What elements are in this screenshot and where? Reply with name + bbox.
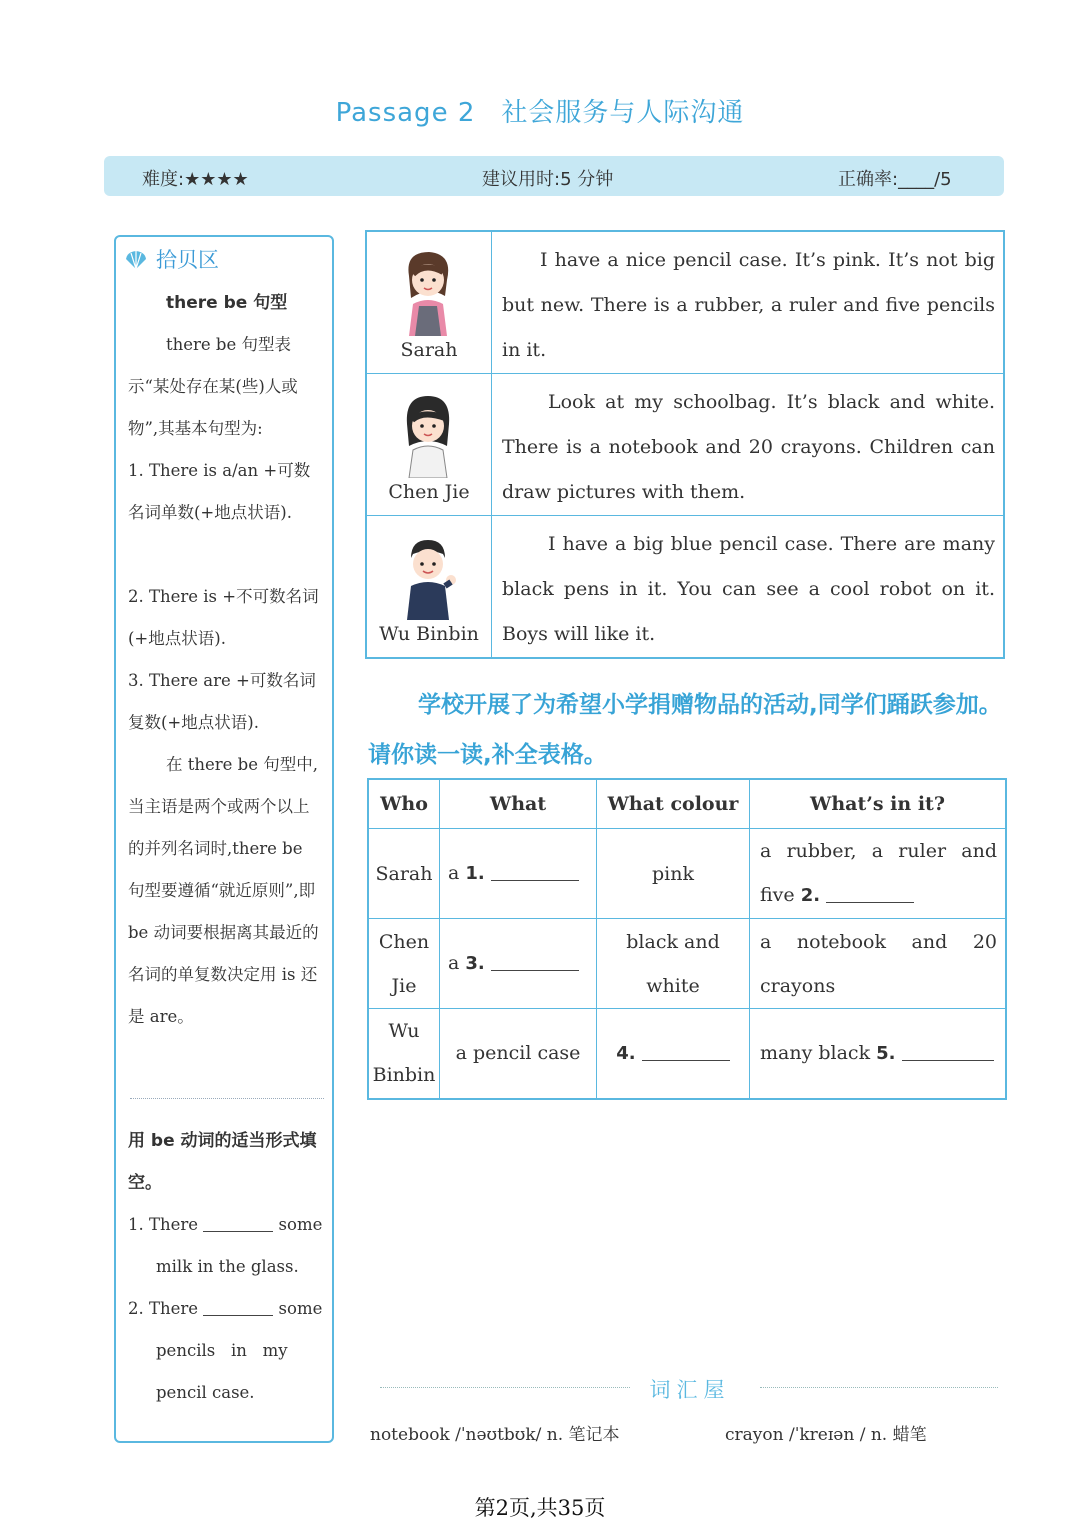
accuracy: 正确率:____/5: [838, 169, 952, 190]
shell-icon: [124, 250, 148, 270]
passage-label: Passage 2: [335, 98, 476, 128]
passage-text: I have a nice pencil case. It’s pink. It’s not big but new. There is a rubber, a ruler and five pencils in it.: [492, 231, 1005, 374]
cell-what: a pencil case: [440, 1009, 597, 1099]
answer-blank-3[interactable]: [491, 949, 579, 971]
cell-contents: a rubber, a ruler and five 2.: [750, 829, 1007, 919]
answer-blank-5[interactable]: [902, 1039, 994, 1061]
vocab-word-notebook: notebook /ˈnəʊtbʊk/ n. 笔记本: [370, 1425, 620, 1445]
header-who: Who: [368, 779, 440, 829]
boy-avatar-icon: [395, 530, 461, 620]
header-what: What: [440, 779, 597, 829]
table-row: [368, 919, 1006, 1009]
passage-row: [366, 516, 1004, 659]
vocab-word-crayon: crayon /ˈkreɪən / n. 蜡笔: [725, 1425, 927, 1445]
answer-blank-1[interactable]: [491, 859, 579, 881]
exercise-1-cont: milk in the glass.: [156, 1257, 299, 1276]
answer-header-row: [368, 779, 1006, 829]
table-row: [368, 1009, 1006, 1099]
exercise-1: 1. There some: [128, 1204, 326, 1246]
avatar-cell: [366, 516, 492, 659]
girl-avatar-icon: [395, 388, 461, 478]
cell-colour: black and white: [597, 919, 750, 1009]
grammar-rule-1: 1. There is a/an +可数名词单数(+地点状语).: [128, 461, 311, 522]
passage-table: [365, 230, 1005, 659]
sidebar-heading: 拾贝区: [124, 244, 219, 274]
passage-text: Look at my schoolbag. It’s black and white. There is a notebook and 20 crayons. Children can draw pictures with them.: [492, 374, 1005, 516]
cell-colour: pink: [597, 829, 750, 919]
exercise-1-blank[interactable]: [203, 1213, 273, 1232]
grammar-intro: there be 句型表示“某处存在某(些)人或物”,其基本句型为:: [128, 335, 298, 438]
sidebar-divider: [130, 1098, 324, 1099]
exercise-2-end: pencil case.: [156, 1383, 255, 1402]
cell-contents: many black 5.: [750, 1009, 1007, 1099]
exercise-2-cont: pencils in my: [156, 1341, 288, 1360]
answer-table: [367, 778, 1007, 1100]
grammar-rule-2: 2. There is +不可数名词(+地点状语).: [128, 587, 319, 648]
vocab-heading: 词汇屋: [649, 1378, 731, 1402]
suggested-time: 建议用时:5 分钟: [482, 169, 614, 190]
cell-colour: 4.: [597, 1009, 750, 1099]
exercise-2: 2. There some: [128, 1288, 326, 1330]
passage-text: I have a big blue pencil case. There are many black pens in it. You can see a cool robot on it. Boys will like it.: [492, 516, 1005, 659]
cell-who: Chen Jie: [368, 919, 440, 1009]
grammar-note: 在 there be 句型中,当主语是两个或两个以上的并列名词时,there be 句型要遵循“就近原则”,即 be 动词要根据离其最近的名词的单复数决定用 is 还是 are。: [128, 755, 319, 1026]
page-title: [0, 92, 1080, 129]
exercise-2-blank[interactable]: [203, 1297, 273, 1316]
cell-what: a 1.: [440, 829, 597, 919]
info-bar: [104, 156, 1004, 196]
cell-contents: a notebook and 20 crayons: [750, 919, 1007, 1009]
avatar-cell: [366, 374, 492, 516]
passage-name: Sarah: [400, 339, 458, 361]
girl-avatar-icon: [395, 246, 461, 336]
cell-what: a 3.: [440, 919, 597, 1009]
header-contents: What’s in it?: [750, 779, 1007, 829]
passage-name: Wu Binbin: [379, 623, 479, 645]
cell-who: Wu Binbin: [368, 1009, 440, 1099]
header-colour: What colour: [597, 779, 750, 829]
exercise-title: 用 be 动词的适当形式填空。: [128, 1131, 317, 1193]
difficulty: 难度:★★★★: [142, 169, 249, 190]
table-row: [368, 829, 1006, 919]
answer-blank-4[interactable]: [642, 1039, 730, 1061]
instruction: 学校开展了为希望小学捐赠物品的活动,同学们踊跃参加。请你读一读,补全表格。: [368, 692, 1002, 768]
avatar-cell: [366, 231, 492, 374]
page-indicator: 第2页,共35页: [474, 1496, 606, 1520]
passage-row: [366, 231, 1004, 374]
passage-name: Chen Jie: [388, 481, 470, 503]
cell-who: Sarah: [368, 829, 440, 919]
passage-row: [366, 374, 1004, 516]
grammar-rule-3: 3. There are +可数名词复数(+地点状语).: [128, 671, 316, 732]
answer-blank-2[interactable]: [826, 881, 914, 903]
passage-topic: 社会服务与人际沟通: [501, 98, 745, 128]
grammar-title: there be 句型: [166, 293, 288, 313]
